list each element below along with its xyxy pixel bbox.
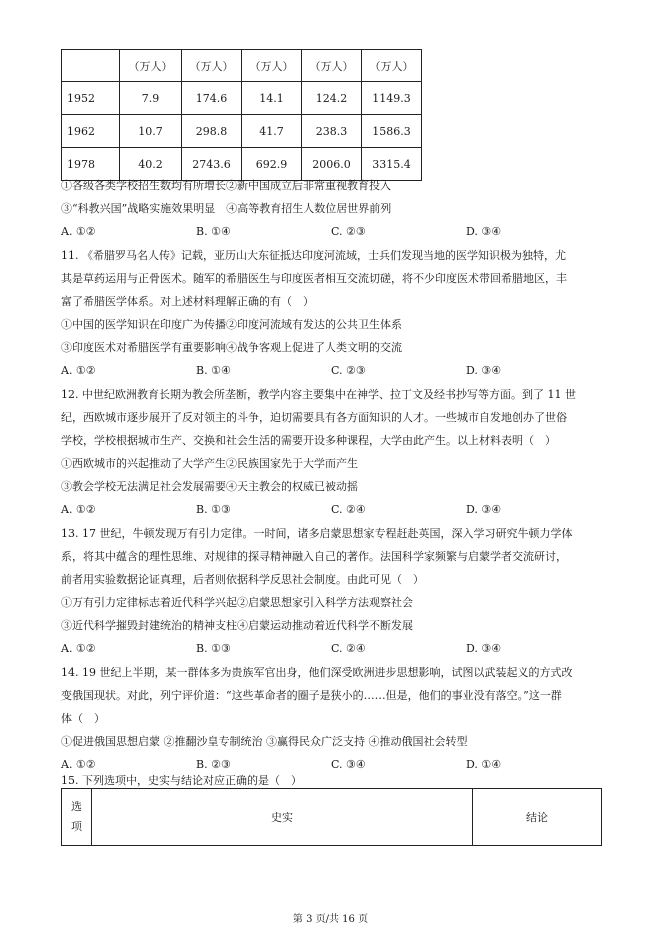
q12-stem-line-3: 学校，学校根据城市生产、交换和社会生活的需要开设多种课程，大学由此产生。以上材料表明（ ）	[61, 434, 556, 447]
q15-header-fact: 史实	[92, 789, 473, 846]
table-row	[62, 82, 422, 115]
table-cell: 2743.6	[182, 148, 242, 181]
q12-option-a[interactable]: A. ①②	[61, 503, 96, 516]
q10-statements-2: ③“科教兴国”战略实施效果明显 ④高等教育招生人数位居世界前列	[61, 202, 392, 215]
q15-header-option	[62, 789, 92, 846]
table-cell: 7.9	[120, 82, 182, 115]
q13-option-a[interactable]: A. ①②	[61, 642, 96, 655]
q13-stem-line-3: 前者用实验数据论证真理，后者则依据科学反思社会制度。由此可见（ ）	[61, 573, 424, 586]
q13-statements-2: ③近代科学摧毁封建统治的精神支柱④启蒙运动推动着近代科学不断发展	[61, 619, 413, 632]
table-cell: 10.7	[120, 115, 182, 148]
q12-statements-2: ③教会学校无法满足社会发展需要④天主教会的权威已被动摇	[61, 480, 358, 493]
table-cell: 14.1	[242, 82, 302, 115]
q13-option-d[interactable]: D. ③④	[466, 642, 502, 655]
q11-option-a[interactable]: A. ①②	[61, 364, 96, 377]
q14-option-a[interactable]: A. ①②	[61, 758, 96, 771]
q15-stem-line-1: 15. 下列选项中，史实与结论对应正确的是（ ）	[61, 774, 302, 787]
q15-header-conclusion: 结论	[473, 789, 602, 846]
q12-stem-line-1: 12. 中世纪欧洲教育长期为教会所垄断，教学内容主要集中在神学、拉丁文及经书抄写等方面。到了 11 世	[61, 388, 576, 401]
q11-option-c[interactable]: C. ②③	[331, 364, 366, 377]
table-header-cell: （万人）	[120, 50, 182, 82]
page-footer: 第 3 页/共 16 页	[292, 914, 369, 925]
q13-option-b[interactable]: B. ①③	[196, 642, 231, 655]
table-header-row	[62, 50, 422, 82]
q13-stem-line-2: 系，将其中蕴含的理性思维、对规律的探寻精神融入自己的著作。法国科学家频繁与启蒙学者交流研讨，	[61, 550, 567, 563]
table-cell: 124.2	[302, 82, 362, 115]
table-cell: 2006.0	[302, 148, 362, 181]
q14-stem-line-3: 体（ ）	[61, 712, 105, 725]
q11-statements-1: ①中国的医学知识在印度广为传播②印度河流域有发达的公共卫生体系	[61, 318, 402, 331]
q14-stem-line-2: 变俄国现状。对此，列宁评价道：“这些革命者的圈子是狭小的……但是，他们的事业没有落空。”这一群	[61, 689, 562, 702]
q11-stem-line-2: 其是草药运用与正骨医术。随军的希腊医生与印度医者相互交流切磋，将不少印度医术带回希腊地区，丰	[61, 272, 567, 285]
q13-statements-1: ①万有引力定律标志着近代科学兴起②启蒙思想家引入科学方法观察社会	[61, 596, 413, 609]
table-cell: 238.3	[302, 115, 362, 148]
q15-header-option-line-2: 项	[71, 820, 82, 833]
table-cell: 40.2	[120, 148, 182, 181]
table-cell-year: 1962	[62, 115, 120, 148]
enrollment-table	[61, 49, 422, 181]
q14-stem-line-1: 14. 19 世纪上半期，某一群体多为贵族军官出身，他们深受欧洲进步思想影响，试图以武装起义的方式改	[61, 666, 573, 679]
q14-statements: ①促进俄国思想启蒙 ②推翻沙皇专制统治 ③赢得民众广泛支持 ④推动俄国社会转型	[61, 735, 468, 748]
table-row	[62, 115, 422, 148]
q11-stem-line-3: 富了希腊医学体系。对上述材料理解正确的有（ ）	[61, 295, 314, 308]
table-header-cell: （万人）	[302, 50, 362, 82]
q15-table-header-row	[62, 789, 602, 846]
table-header-cell: （万人）	[362, 50, 422, 82]
q14-option-b[interactable]: B. ②③	[196, 758, 231, 771]
table-cell: 3315.4	[362, 148, 422, 181]
q15-header-option-line-1: 选	[71, 800, 82, 813]
table-cell: 298.8	[182, 115, 242, 148]
table-cell: 1149.3	[362, 82, 422, 115]
q14-option-c[interactable]: C. ③④	[331, 758, 366, 771]
table-cell-year: 1952	[62, 82, 120, 115]
table-row	[62, 148, 422, 181]
table-cell: 692.9	[242, 148, 302, 181]
q15-table	[61, 788, 602, 846]
table-header-cell: （万人）	[182, 50, 242, 82]
table-cell: 41.7	[242, 115, 302, 148]
table-header-cell: （万人）	[242, 50, 302, 82]
q12-option-c[interactable]: C. ②④	[331, 503, 366, 516]
q11-statements-2: ③印度医术对希腊医学有重要影响④战争客观上促进了人类文明的交流	[61, 341, 402, 354]
q14-option-d[interactable]: D. ①④	[466, 758, 502, 771]
q10-option-d[interactable]: D. ③④	[466, 225, 502, 238]
q10-statements-1: ①各级各类学校招生数均有所增长②新中国成立后非常重视教育投入	[61, 179, 391, 192]
q11-option-d[interactable]: D. ③④	[466, 364, 502, 377]
table-cell: 174.6	[182, 82, 242, 115]
q11-stem-line-1: 11. 《希腊罗马名人传》记载，亚历山大东征抵达印度河流域，士兵们发现当地的医学知识极为独特，尤	[61, 249, 566, 262]
q12-stem-line-2: 纪，西欧城市逐步展开了反对领主的斗争，迫切需要具有各方面知识的人才。一些城市自发地创办了世俗	[61, 411, 567, 424]
table-cell: 1586.3	[362, 115, 422, 148]
q10-option-a[interactable]: A. ①②	[61, 225, 96, 238]
q11-option-b[interactable]: B. ①④	[196, 364, 231, 377]
q12-statements-1: ①西欧城市的兴起推动了大学产生②民族国家先于大学而产生	[61, 457, 358, 470]
q12-option-b[interactable]: B. ①③	[196, 503, 231, 516]
table-cell-year: 1978	[62, 148, 120, 181]
q10-option-b[interactable]: B. ①④	[196, 225, 231, 238]
q13-stem-line-1: 13. 17 世纪，牛顿发现万有引力定律。一时间，诸多启蒙思想家专程赶赴英国，深入学习研究牛顿力学体	[61, 527, 573, 540]
q12-option-d[interactable]: D. ③④	[466, 503, 502, 516]
q13-option-c[interactable]: C. ②④	[331, 642, 366, 655]
q10-option-c[interactable]: C. ②③	[331, 225, 366, 238]
table-header-cell	[62, 50, 120, 82]
